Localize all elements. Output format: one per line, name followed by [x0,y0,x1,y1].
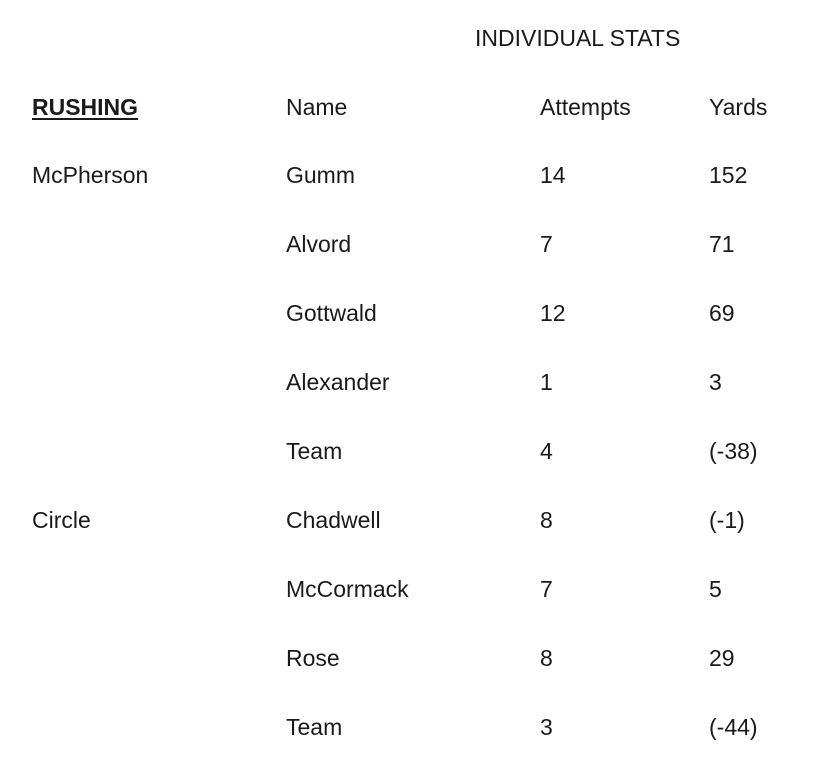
table-row [0,229,834,259]
player-name: Team [286,438,343,464]
attempts-value: 7 [540,231,553,257]
player-name: Alvord [286,231,352,257]
table-row [0,505,834,535]
team-name: McPherson [32,162,149,188]
table-row [0,436,834,466]
yards-value: 69 [709,300,735,326]
yards-value: (-1) [709,507,745,533]
attempts-value: 12 [540,300,566,326]
yards-value: 29 [709,645,735,671]
attempts-value: 4 [540,438,553,464]
attempts-value: 1 [540,369,553,395]
table-row [0,298,834,328]
attempts-value: 3 [540,714,553,740]
yards-value: (-44) [709,714,758,740]
table-row [0,574,834,604]
column-header-yards: Yards [709,94,768,120]
table-row [0,643,834,673]
player-name: Chadwell [286,507,381,533]
column-header-attempts: Attempts [540,94,631,120]
player-name: McCormack [286,576,409,602]
yards-value: 152 [709,162,748,188]
yards-value: 3 [709,369,722,395]
player-name: Alexander [286,369,390,395]
table-row [0,160,834,190]
yards-value: (-38) [709,438,758,464]
attempts-value: 14 [540,162,566,188]
player-name: Gottwald [286,300,377,326]
section-label-rushing: RUSHING [32,94,139,120]
page-title: INDIVIDUAL STATS [475,25,681,51]
attempts-value: 8 [540,645,553,671]
team-name: Circle [32,507,91,533]
header-row [0,92,834,122]
player-name: Team [286,714,343,740]
yards-value: 5 [709,576,722,602]
attempts-value: 7 [540,576,553,602]
yards-value: 71 [709,231,735,257]
table-row [0,712,834,742]
table-row [0,367,834,397]
attempts-value: 8 [540,507,553,533]
player-name: Rose [286,645,340,671]
player-name: Gumm [286,162,355,188]
column-header-name: Name [286,94,348,120]
